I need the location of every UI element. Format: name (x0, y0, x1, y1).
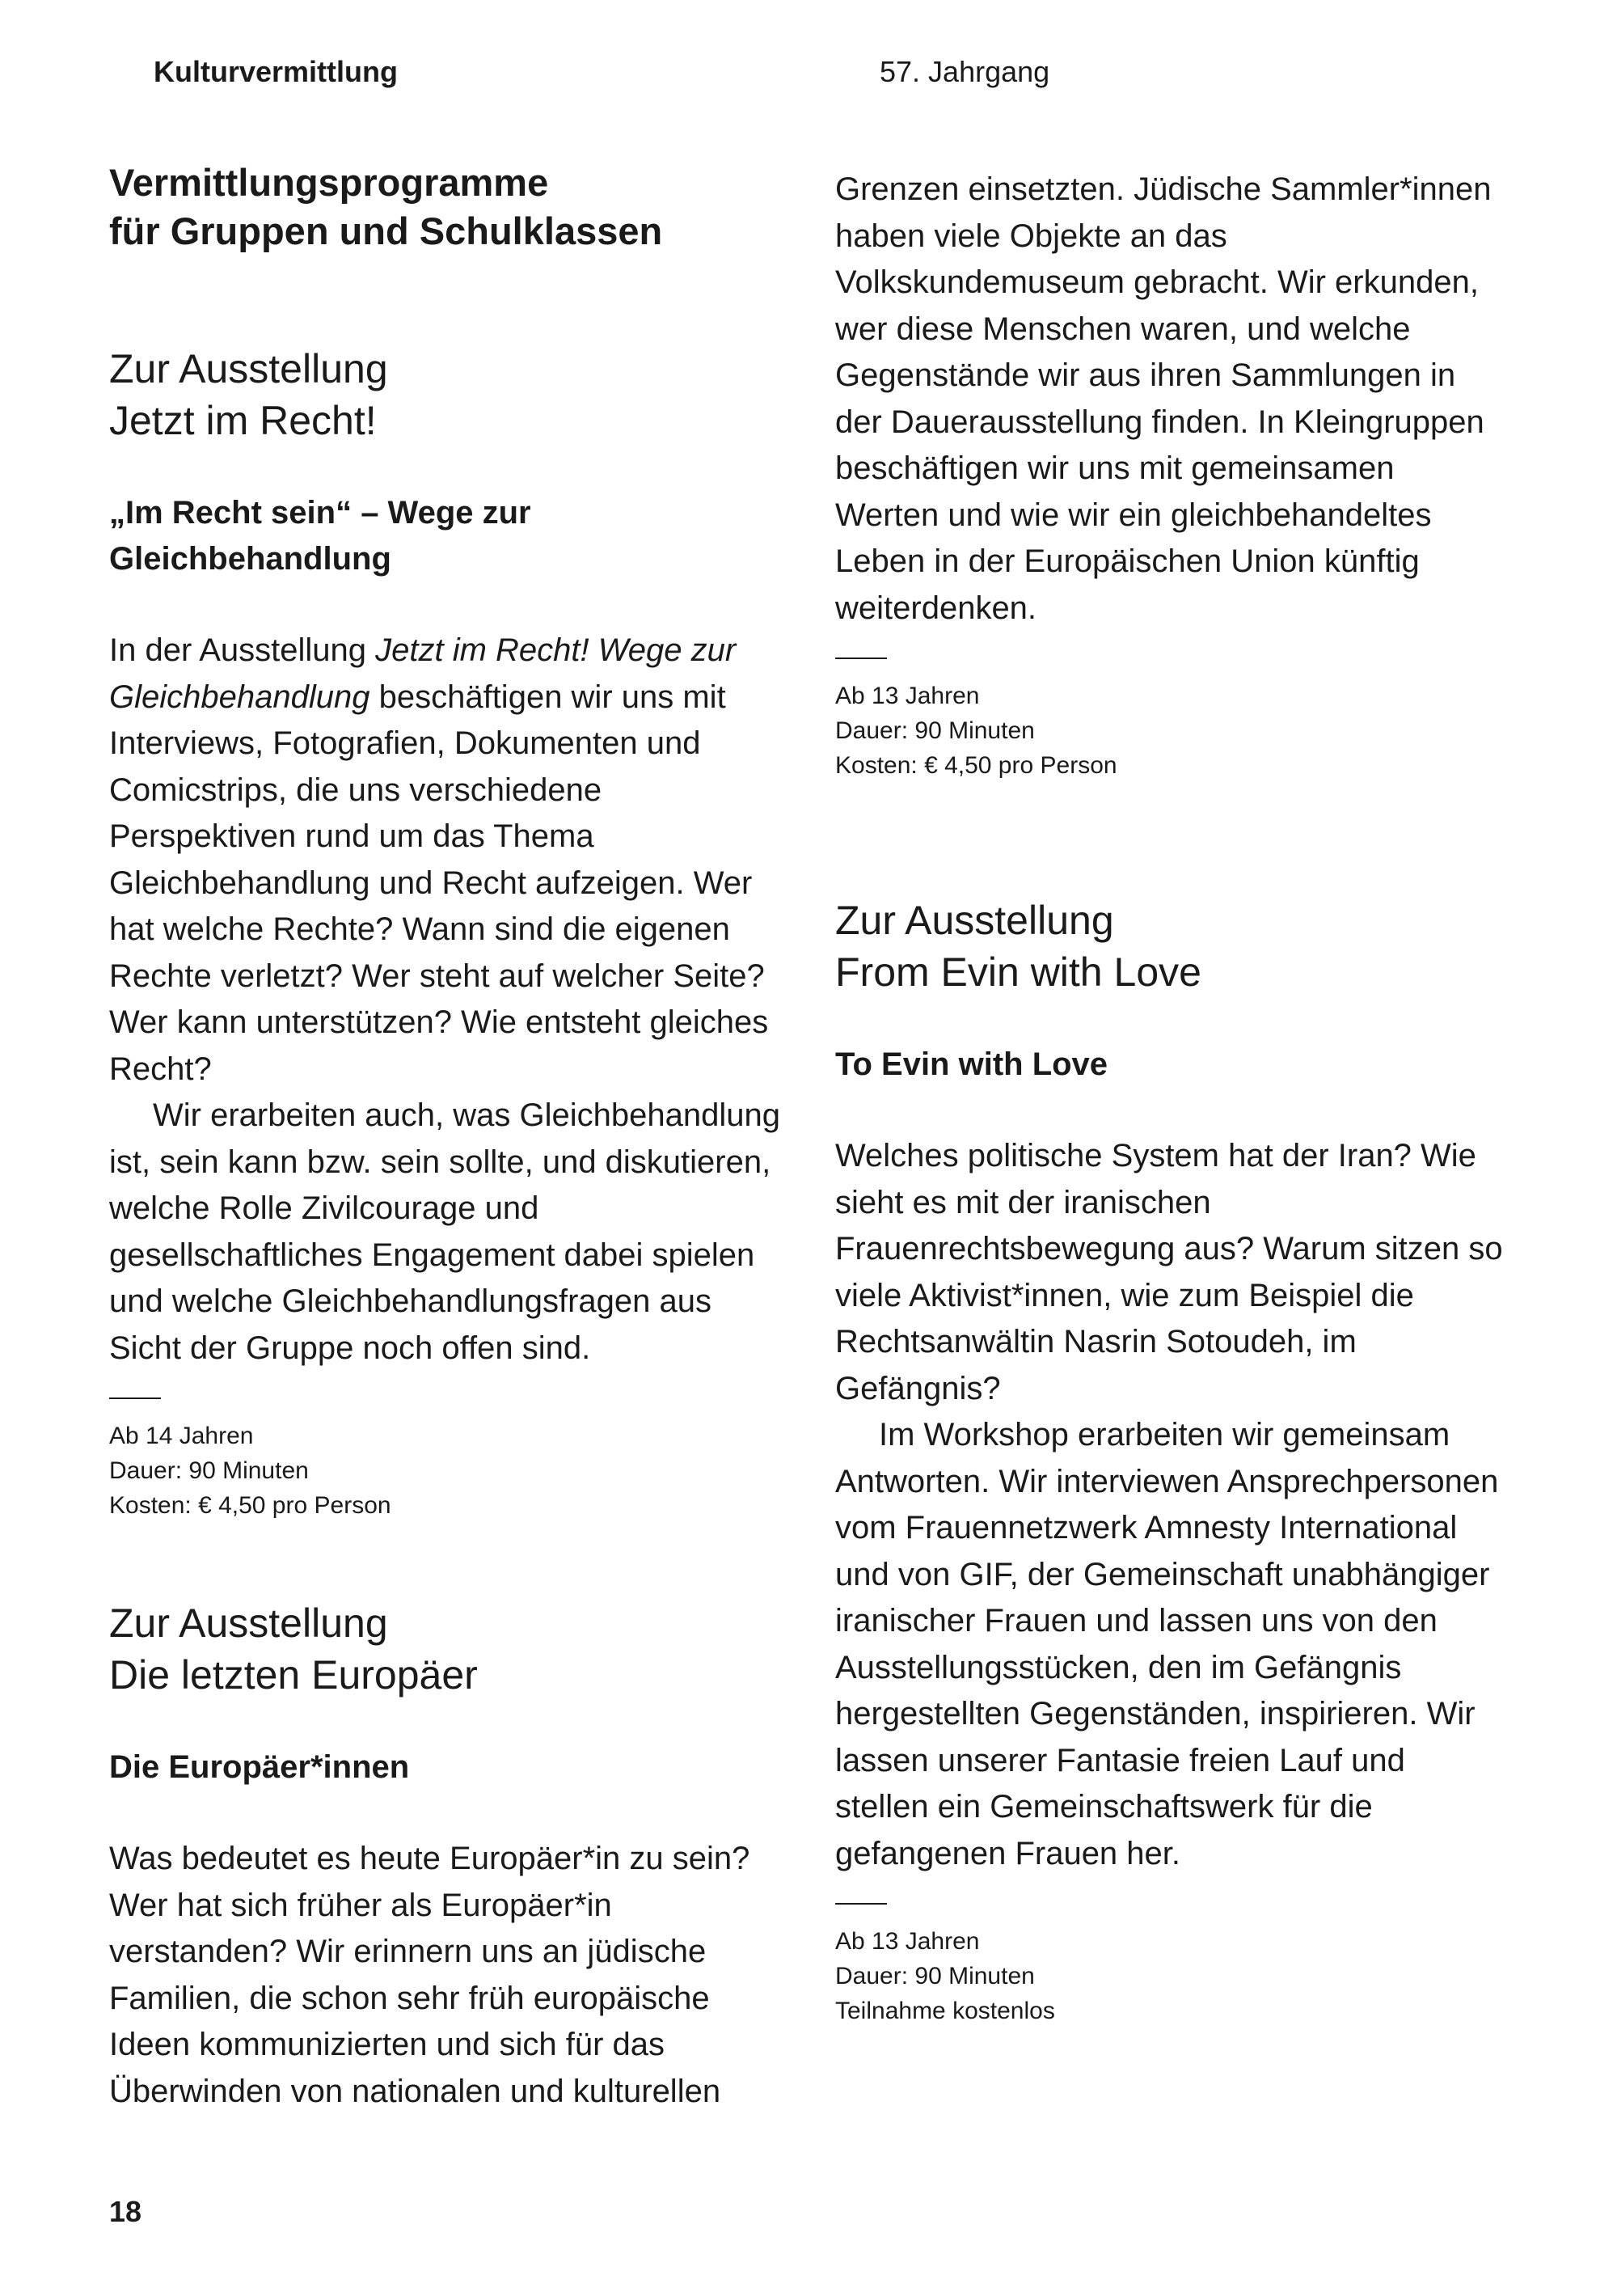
page-number: 18 (109, 2195, 142, 2228)
duration-info: Dauer: 90 Minuten (109, 1457, 309, 1484)
age-info: Ab 13 Jahren (835, 683, 980, 709)
program-details (835, 1924, 1506, 2028)
exhibit-label: Zur Ausstellung (835, 898, 1114, 943)
program-details (109, 1419, 780, 1523)
exhibit-label: Zur Ausstellung (109, 346, 388, 391)
exhibit-heading-jetzt-im-recht (109, 343, 780, 446)
description-text: beschäftigen wir uns mit Interviews, Fotografien, Dokumenten und Comicstrips, die uns verschiedene Perspektiven rund um das Thema Gleichbehandlung und Recht aufzeigen. Wer hat welche Rechte? Wann sind die eigenen Rechte verletzt? Wer steht auf welcher Seite? Wer kann unterstützen? Wie entsteht gleiches Recht? (109, 679, 769, 1087)
divider-rule (835, 658, 887, 659)
program-description: Was bedeutet es heute Europäer*in zu sein? Wer hat sich früher als Europäer*in verstanden? Wir erinnern uns an jüdische Familien, die schon sehr früh europäische Ideen kommunizierten und sich für das Überwinden von nationalen und kulturellen (109, 1841, 750, 2109)
program-description-continued: Grenzen einsetzten. Jüdische Sammler*innen haben viele Objekte an das Volkskundemuseum gebracht. Wir erkunden, wer diese Menschen waren, und welche Gegenstände wir aus ihren Sammlungen in der Dauerausstellung finden. In Kleingruppen beschäftigen wir uns mit gemeinsamen Werten und wie wir ein gleichbehandeltes Leben in der Europäischen Union künftig weiterdenken. (835, 171, 1492, 626)
divider-rule (109, 1397, 161, 1399)
program-details (835, 679, 1506, 783)
age-info: Ab 13 Jahren (835, 1928, 980, 1955)
program-description-continued: Wir erarbeiten auch, was Gleichbehandlung ist, sein kann bzw. sein sollte, und diskutieren, welche Rolle Zivilcourage und gesellschaftliches Engagement dabei spielen und welche Gleichbehandlungsfragen aus Sicht der Gruppe noch offen sind. (109, 1097, 780, 1366)
cost-info: Teilnahme kostenlos (835, 1998, 1055, 2024)
description-intro: In der Ausstellung (109, 632, 376, 668)
program-title-line-2: Gleichbehandlung (109, 541, 391, 577)
program-description: Welches politische System hat der Iran? Wie sieht es mit der iranischen Frauenrechtsbewegung aus? Warum sitzen so viele Aktivist*innen, wie zum Beispiel die Rechtsanwältin Nasrin Sotoudeh, im Gefängnis? (835, 1138, 1503, 1406)
divider-rule (835, 1903, 887, 1905)
program-title-die-europaeerinnen: Die Europäer*innen (109, 1749, 410, 1785)
cost-info: Kosten: € 4,50 pro Person (109, 1492, 391, 1519)
program-title-to-evin-with-love: To Evin with Love (835, 1047, 1108, 1082)
exhibition-title-italic: Jetzt im Recht! Wege zur Gleichbehandlung (109, 632, 737, 715)
page-title (109, 159, 780, 256)
exhibit-label: Zur Ausstellung (109, 1600, 388, 1646)
age-info: Ab 14 Jahren (109, 1423, 254, 1449)
program-description-continued: Im Workshop erarbeiten wir gemeinsam Antworten. Wir interviewen Ansprechpersonen vom Frauennetzwerk Amnesty International und von GIF, der Gemeinschaft unabhängiger iranischer Frauen und lassen uns von den Ausstellungsstücken, den im Gefängnis hergestellten Gegenständen, inspirieren. Wir lassen unserer Fantasie freien Lauf und stellen ein Gemeinschaftswerk für die gefangenen Frauen her. (835, 1417, 1499, 1871)
right-column (835, 159, 1506, 2028)
exhibit-heading-die-letzten-europaeer (109, 1597, 780, 1701)
exhibit-name: Jetzt im Recht! (109, 398, 377, 443)
program-description (109, 628, 780, 1093)
page-title-line-2: für Gruppen und Schulklassen (109, 209, 663, 252)
duration-info: Dauer: 90 Minuten (835, 717, 1035, 744)
exhibit-name: From Evin with Love (835, 949, 1201, 995)
duration-info: Dauer: 90 Minuten (835, 1963, 1035, 1989)
volume-label: 57. Jahrgang (880, 55, 1050, 88)
cost-info: Kosten: € 4,50 pro Person (835, 752, 1117, 779)
section-label: Kulturvermittlung (154, 55, 398, 88)
exhibit-heading-from-evin-with-love (835, 894, 1506, 998)
program-title-line-1: „Im Recht sein“ – Wege zur (109, 495, 531, 531)
program-title-im-recht-sein (109, 490, 780, 582)
left-column (109, 159, 780, 2115)
exhibit-name: Die letzten Europäer (109, 1652, 478, 1698)
page-title-line-1: Vermittlungsprogramme (109, 161, 549, 204)
